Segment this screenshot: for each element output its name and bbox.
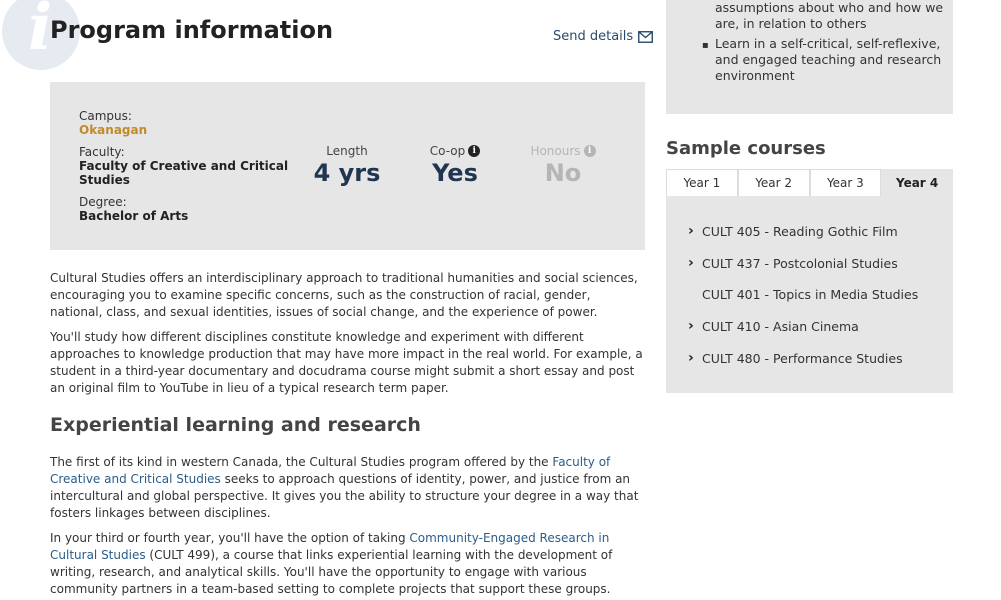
course-item xyxy=(688,287,918,302)
faculty-value-line1: Faculty of Creative and Critical xyxy=(79,159,289,173)
chevron-right-icon: › xyxy=(688,223,694,239)
course-label: CULT 405 - Reading Gothic Film xyxy=(702,223,898,239)
chevron-right-icon: › xyxy=(688,350,694,366)
campus-value: Okanagan xyxy=(79,123,148,137)
faculty-label: Faculty: xyxy=(79,145,125,159)
tab-year-4[interactable]: Year 4 xyxy=(881,169,953,196)
outcome-item: • Learn in a self-critical, self-reflexive, and engaged teaching and research environment xyxy=(715,36,955,84)
course-item[interactable] xyxy=(688,318,859,334)
outcome-continued-line1: assumptions about who and how we xyxy=(715,0,944,15)
coop-label: Co-op xyxy=(429,144,466,158)
length-label: Length xyxy=(326,144,368,158)
envelope-icon xyxy=(638,31,653,43)
course-label: CULT 480 - Performance Studies xyxy=(702,350,903,366)
page-title: Program information xyxy=(50,16,334,44)
course-item[interactable] xyxy=(688,350,903,366)
honours-value: No xyxy=(544,159,582,187)
coop-stat xyxy=(420,144,490,187)
sample-courses-title: Sample courses xyxy=(666,138,826,159)
coop-info-icon[interactable]: i xyxy=(468,145,480,157)
coop-value: Yes xyxy=(432,159,478,187)
chevron-right-icon: › xyxy=(688,255,694,271)
p3-text-after: seeks to approach questions of identity, power, and justice from an intercultural and global perspective. It gives you the ability to structure your degree in a way that fosters linkages between disciplines. xyxy=(50,472,639,520)
campus-label: Campus: xyxy=(79,109,132,123)
length-value: 4 yrs xyxy=(313,159,381,187)
faculty-link[interactable]: Faculty of Creative and Critical Studies xyxy=(50,455,611,486)
faculty-value-line2: Studies xyxy=(79,173,130,187)
degree-label: Degree: xyxy=(79,195,127,209)
intro-paragraph-2: You'll study how different disciplines constitute knowledge and experiment with different approaches to knowledge production that may have more impact in the real world. For example, a student in a third-year documentary and docudrama course might submit a short essay and post an original film to YouTube in lieu of a typical research term paper. xyxy=(50,330,643,395)
length-stat xyxy=(312,144,382,187)
experiential-paragraph-2 xyxy=(50,530,645,598)
experiential-paragraph-1 xyxy=(50,454,645,522)
p4-text-after: (CULT 499), a course that links experiential learning with the development of writing, research, and analytical skills. You'll have the opportunity to engage with various community partners in a team-based setting to complete projects that support these groups. xyxy=(50,548,613,596)
degree-value: Bachelor of Arts xyxy=(79,209,189,223)
chevron-right-icon: › xyxy=(688,318,694,334)
tab-year-1[interactable]: Year 1 xyxy=(666,169,738,196)
outcome-list xyxy=(700,36,955,84)
tab-year-3[interactable]: Year 3 xyxy=(810,169,882,196)
course-item[interactable] xyxy=(688,223,898,239)
send-details-link[interactable] xyxy=(553,29,653,44)
course-item[interactable] xyxy=(688,255,898,271)
course-label: CULT 437 - Postcolonial Studies xyxy=(702,255,898,271)
course-label: CULT 410 - Asian Cinema xyxy=(702,318,859,334)
course-label: CULT 401 - Topics in Media Studies xyxy=(702,287,919,302)
tab-year-2[interactable]: Year 2 xyxy=(738,169,810,196)
outcome-continued-line2: are, in relation to others xyxy=(715,16,867,31)
community-research-link[interactable]: Community-Engaged Research in Cultural Studies xyxy=(50,531,610,562)
year-tabs xyxy=(666,169,953,196)
intro-paragraph-1: Cultural Studies offers an interdisciplinary approach to traditional humanities and social sciences, encouraging you to examine specific concerns, such as the construction of racial, gender, national, class, and sexual identities, issues of social change, and the experience of power. xyxy=(50,271,638,319)
info-badge-icon: i xyxy=(2,0,80,70)
p3-text-before: The first of its kind in western Canada, the Cultural Studies program offered by the xyxy=(50,455,553,469)
p4-text-before: In your third or fourth year, you'll have the option of taking xyxy=(50,531,410,545)
honours-stat xyxy=(523,144,603,187)
honours-info-icon[interactable]: i xyxy=(584,145,596,157)
send-details-label: Send details xyxy=(553,29,634,44)
section-heading: Experiential learning and research xyxy=(50,414,421,436)
program-summary-box xyxy=(50,82,645,250)
honours-label: Honours xyxy=(530,144,581,158)
